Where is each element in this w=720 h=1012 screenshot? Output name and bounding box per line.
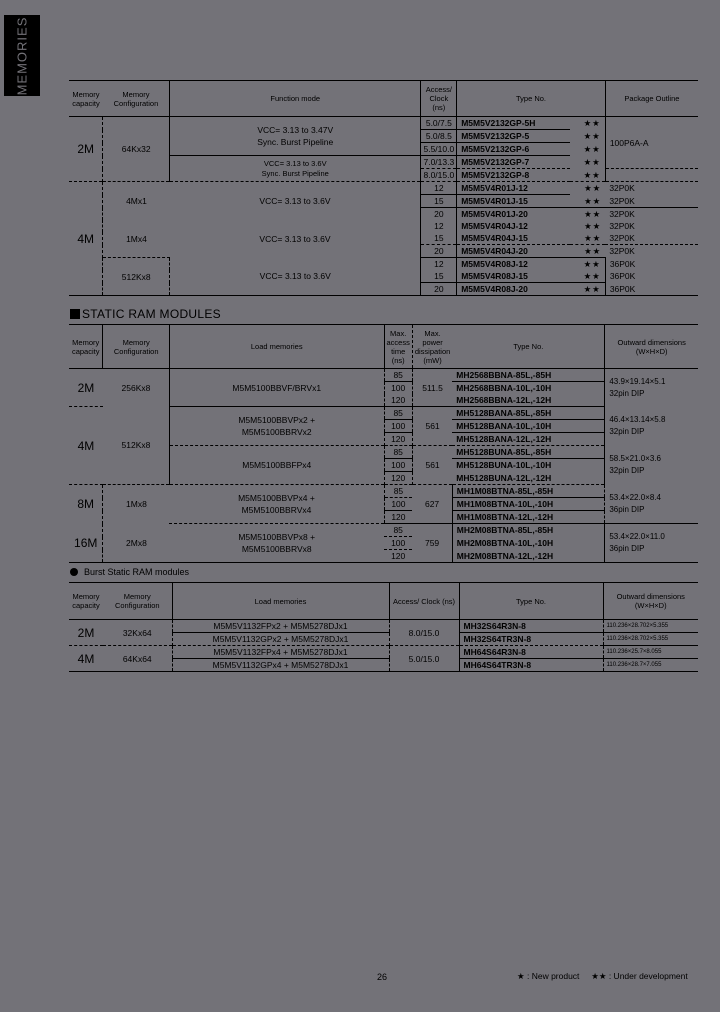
access-cell: 12	[421, 258, 457, 271]
config-cell: 64Kx32	[103, 117, 170, 182]
capacity-cell: 4M	[69, 646, 103, 672]
dims-cell	[605, 369, 698, 407]
section-title-burst-sram-modules	[70, 567, 189, 577]
dims-cell	[605, 446, 698, 485]
function-cell	[169, 156, 421, 182]
config-cell: 1Mx4	[103, 220, 170, 258]
header-capacity: Memory capacity	[69, 81, 103, 117]
access-cell: 5.5/10.0	[421, 143, 457, 156]
type-cell: MH64S64TR3N-8	[459, 659, 603, 672]
access-cell: 85	[384, 446, 412, 459]
table-row	[69, 117, 698, 130]
header-function: Function mode	[169, 81, 421, 117]
dims-cell: 110.236×28.702×5.355	[603, 620, 698, 633]
config-cell: 2Mx8	[103, 524, 170, 563]
access-cell: 120	[384, 394, 412, 407]
header-load: Load memories	[172, 583, 389, 620]
access-cell: 120	[384, 511, 412, 524]
function-line: Sync. Burst Pipeline	[257, 137, 334, 147]
type-cell: MH2M08BTNA-85L,-85H	[452, 524, 605, 537]
load-cell	[169, 524, 384, 563]
status-stars: ★★	[584, 233, 602, 243]
status-stars: ★★	[570, 245, 606, 258]
section-title-text: Burst Static RAM modules	[84, 567, 190, 577]
dims-cell	[605, 485, 698, 524]
status-stars: ★★	[583, 131, 601, 141]
dims-cell	[605, 407, 698, 446]
header-type: Type No.	[457, 81, 606, 117]
header-access: Access/ Clock (ns)	[389, 583, 459, 620]
table-header-row	[69, 325, 698, 369]
capacity-cell: 2M	[77, 625, 95, 640]
load-cell: M5M5V1132GPx4 + M5M5278DJx1	[172, 659, 389, 672]
power-cell: 561	[412, 446, 452, 485]
power-cell: 561	[412, 407, 452, 446]
package-cell: 32P0K	[609, 233, 635, 243]
type-cell: M5M5V2132GP-6	[457, 143, 570, 156]
dims-cell: 110.236×25.7×8.055	[603, 646, 698, 659]
status-legend	[517, 971, 688, 982]
type-cell: M5M5V4R01J-12	[457, 182, 570, 195]
capacity-cell: 2M	[77, 142, 95, 156]
status-stars: ★★	[570, 208, 606, 221]
table-row	[69, 258, 698, 271]
access-cell: 85	[384, 485, 412, 498]
legend-under-development: ★★ : Under development	[591, 971, 688, 981]
package-cell: 32P0K	[605, 208, 698, 221]
capacity-cell: 4M	[69, 407, 103, 485]
config-cell: 64Kx64	[103, 646, 172, 672]
access-cell: 20	[421, 283, 457, 296]
capacity-cell: 4M	[69, 182, 103, 296]
load-cell: M5M5V1132GPx2 + M5M5278DJx1	[172, 633, 389, 646]
load-cell: M5M5V1132FPx4 + M5M5278DJx1	[172, 646, 389, 659]
header-load: Load memories	[169, 325, 384, 369]
access-cell: 15	[421, 195, 457, 208]
access-cell: 8.0/15.0	[421, 169, 457, 182]
access-cell: 100	[384, 459, 412, 472]
load-cell: M5M5V1132FPx2 + M5M5278DJx1	[172, 620, 389, 633]
dims-cell: 110.236×28.7×7.055	[603, 659, 698, 672]
page-number: 26	[377, 972, 388, 982]
type-cell: MH2M08BTNA-10L,-10H	[452, 537, 605, 550]
header-dims: Outward dimensions (W×H×D)	[605, 325, 698, 369]
access-cell: 15	[421, 232, 457, 245]
access-cell: 8.0/15.0	[389, 620, 459, 646]
status-stars: ★★	[583, 271, 601, 281]
type-cell: M5M5V4R01J-15	[457, 195, 570, 208]
package-cell: 36P0K	[605, 258, 698, 271]
access-cell: 100	[384, 537, 412, 550]
circle-bullet-icon	[70, 568, 78, 576]
table-header-row	[69, 583, 698, 620]
pkg-text: 32pin DIP	[609, 388, 645, 398]
package-cell: 32P0K	[609, 195, 635, 206]
load-line: M5M5100BBRVx8	[241, 544, 312, 554]
header-access: Max. access time (ns)	[384, 325, 412, 369]
type-cell: M5M5V2132GP-7	[457, 156, 570, 169]
package-cell: 32P0K	[605, 182, 698, 195]
type-cell: MH1M08BTNA-85L,-85H	[452, 485, 605, 498]
section-title-text: STATIC RAM MODULES	[82, 307, 221, 321]
header-package: Package Outline	[605, 81, 698, 117]
type-cell: MH2568BBNA-85L,-85H	[456, 370, 552, 380]
config-cell: 1Mx8	[103, 485, 170, 524]
burst-sram-modules-table	[69, 582, 698, 672]
dims-cell	[605, 524, 698, 563]
dims-cell: 110.236×28.702×5.355	[603, 633, 698, 646]
status-stars: ★★	[570, 283, 606, 296]
access-cell: 120	[384, 472, 412, 485]
power-cell: 511.5	[412, 369, 452, 407]
access-cell: 85	[384, 369, 412, 382]
function-cell: VCC= 3.13 to 3.6V	[259, 233, 331, 244]
status-stars: ★★	[584, 195, 602, 206]
section-tab-label: MEMORIES	[14, 16, 30, 95]
access-cell: 100	[384, 420, 412, 433]
type-cell: MH32S64R3N-8	[459, 620, 603, 633]
type-cell: MH5128BANA-10L,-10H	[452, 420, 605, 433]
table-row	[69, 407, 698, 420]
function-cell: VCC= 3.13 to 3.6V	[169, 182, 421, 221]
table-row	[69, 524, 698, 537]
table-row	[69, 369, 698, 382]
status-stars: ★★	[583, 118, 601, 129]
type-cell: MH5128BANA-85L,-85H	[452, 407, 605, 420]
type-cell: MH5128BUNA-85L,-85H	[452, 446, 605, 459]
load-line: M5M5100BBRVx2	[241, 427, 312, 437]
config-cell: 512Kx8	[121, 440, 151, 451]
type-cell: M5M5V4R01J-20	[457, 208, 570, 221]
access-cell: 5.0/8.5	[421, 130, 457, 143]
pkg-text: 32pin DIP	[609, 427, 645, 436]
package-cell	[605, 169, 698, 182]
table-row	[69, 485, 698, 498]
capacity-cell: 16M	[69, 524, 103, 563]
capacity-cell: 8M	[69, 485, 103, 524]
table-header-row	[69, 81, 698, 117]
load-line: M5M5100BBVPx8 +	[238, 532, 316, 542]
package-cell: 32P0K	[605, 245, 698, 258]
header-dims: Outward dimensions (W×H×D)	[603, 583, 698, 620]
access-cell: 20	[421, 245, 457, 258]
config-cell: 32Kx64	[122, 627, 152, 638]
load-cell: M5M5100BBVF/BRVx1	[169, 369, 384, 407]
package-cell: 36P0K	[605, 270, 698, 283]
power-cell: 759	[412, 524, 452, 563]
access-cell: 85	[384, 407, 412, 420]
type-cell: M5M5V2132GP-8	[457, 169, 570, 182]
dims-text: 58.5×21.0×3.6	[609, 454, 661, 463]
status-stars: ★★	[584, 221, 602, 231]
status-stars: ★★	[583, 169, 601, 180]
table-row	[69, 182, 698, 195]
dims-text: 53.4×22.0×11.0	[609, 532, 665, 541]
access-cell: 100	[384, 498, 412, 511]
access-cell: 120	[384, 550, 412, 563]
config-cell: 4Mx1	[103, 182, 170, 221]
type-cell: MH2568BBNA-10L,-10H	[452, 382, 605, 395]
header-config: Memory Configuration	[103, 81, 170, 117]
header-capacity: Memory capacity	[69, 325, 103, 369]
power-cell: 627	[412, 485, 452, 524]
access-cell: 85	[384, 524, 412, 537]
load-cell	[169, 485, 384, 524]
sram-table	[69, 80, 698, 296]
header-access: Access/ Clock (ns)	[421, 81, 457, 117]
type-cell: MH32S64TR3N-8	[459, 633, 603, 646]
type-cell: MH1M08BTNA-12L,-12H	[452, 511, 605, 524]
pkg-text: 36pin DIP	[609, 504, 645, 514]
package-cell: 36P0K	[605, 283, 698, 296]
section-tab-memories	[4, 15, 40, 96]
type-cell: MH64S64R3N-8	[459, 646, 603, 659]
access-cell: 15	[421, 270, 457, 283]
type-cell: M5M5V2132GP-5	[457, 130, 570, 143]
function-line: VCC= 3.13 to 3.47V	[257, 125, 334, 135]
legend-new-product: ★ : New product	[517, 971, 580, 981]
type-cell: MH5128BUNA-12L,-12H	[456, 472, 552, 483]
config-cell: 512Kx8	[103, 258, 170, 296]
access-cell: 12	[421, 182, 457, 195]
status-stars: ★★	[570, 258, 606, 271]
dims-text: 43.9×19.14×5.1	[609, 376, 666, 386]
access-cell: 7.0/13.3	[421, 156, 457, 169]
load-line: M5M5100BBVPx2 +	[238, 415, 316, 425]
type-cell: MH1M08BTNA-10L,-10H	[452, 498, 605, 511]
header-type: Type No.	[452, 325, 605, 369]
header-type: Type No.	[459, 583, 603, 620]
header-power: Max. power dissipation (mW)	[412, 325, 452, 369]
pkg-text: 36pin DIP	[609, 544, 645, 553]
header-config: Memory Configuration	[103, 583, 172, 620]
type-cell: M5M5V4R08J-20	[457, 283, 570, 296]
header-capacity: Memory capacity	[69, 583, 103, 620]
pkg-text: 32pin DIP	[609, 466, 645, 475]
load-cell	[169, 407, 384, 446]
dims-text: 46.4×13.14×5.8	[609, 415, 666, 424]
function-line: VCC= 3.13 to 3.6V	[263, 158, 327, 168]
function-line: Sync. Burst Pipeline	[261, 168, 329, 178]
table-row	[69, 620, 698, 633]
load-cell: M5M5100BBFPx4	[169, 446, 384, 485]
status-stars: ★★	[570, 182, 606, 195]
config-cell: 256Kx8	[121, 382, 151, 393]
type-cell: M5M5V4R08J-12	[457, 258, 570, 271]
status-stars: ★★	[583, 157, 601, 167]
access-cell: 20	[421, 208, 457, 221]
static-ram-modules-table	[69, 324, 698, 563]
capacity-cell: 2M	[77, 380, 95, 395]
package-cell: 100P6A-A	[605, 117, 698, 169]
load-line: M5M5100BBVPx4 +	[238, 493, 315, 503]
type-cell: MH5128BANA-12L,-12H	[452, 433, 605, 446]
access-cell: 100	[384, 382, 412, 395]
access-cell: 5.0/7.5	[421, 117, 457, 130]
type-cell: MH2M08BTNA-12L,-12H	[452, 550, 605, 563]
function-cell: VCC= 3.13 to 3.6V	[169, 258, 421, 296]
type-cell: MH5128BUNA-10L,-10H	[452, 459, 605, 472]
type-cell: MH2568BBNA-12L,-12H	[456, 395, 552, 405]
square-bullet-icon	[70, 309, 80, 319]
dims-text: 53.4×22.0×8.4	[609, 492, 661, 502]
function-cell	[169, 117, 421, 156]
load-line: M5M5100BBRVx4	[241, 505, 312, 515]
access-cell: 12	[421, 220, 457, 232]
package-cell: 32P0K	[609, 221, 635, 231]
type-cell: M5M5V4R04J-12	[457, 220, 570, 232]
section-title-static-ram-modules	[70, 307, 221, 321]
header-config: Memory Configuration	[103, 325, 170, 369]
type-cell: M5M5V4R04J-20	[457, 245, 570, 258]
table-row	[69, 646, 698, 659]
type-cell: M5M5V4R04J-15	[457, 232, 570, 245]
access-cell: 120	[384, 433, 412, 446]
type-cell: M5M5V4R08J-15	[457, 270, 570, 283]
status-stars: ★★	[583, 144, 601, 154]
access-cell: 5.0/15.0	[389, 646, 459, 672]
type-cell: M5M5V2132GP-5H	[457, 117, 570, 130]
table-row	[69, 220, 698, 232]
